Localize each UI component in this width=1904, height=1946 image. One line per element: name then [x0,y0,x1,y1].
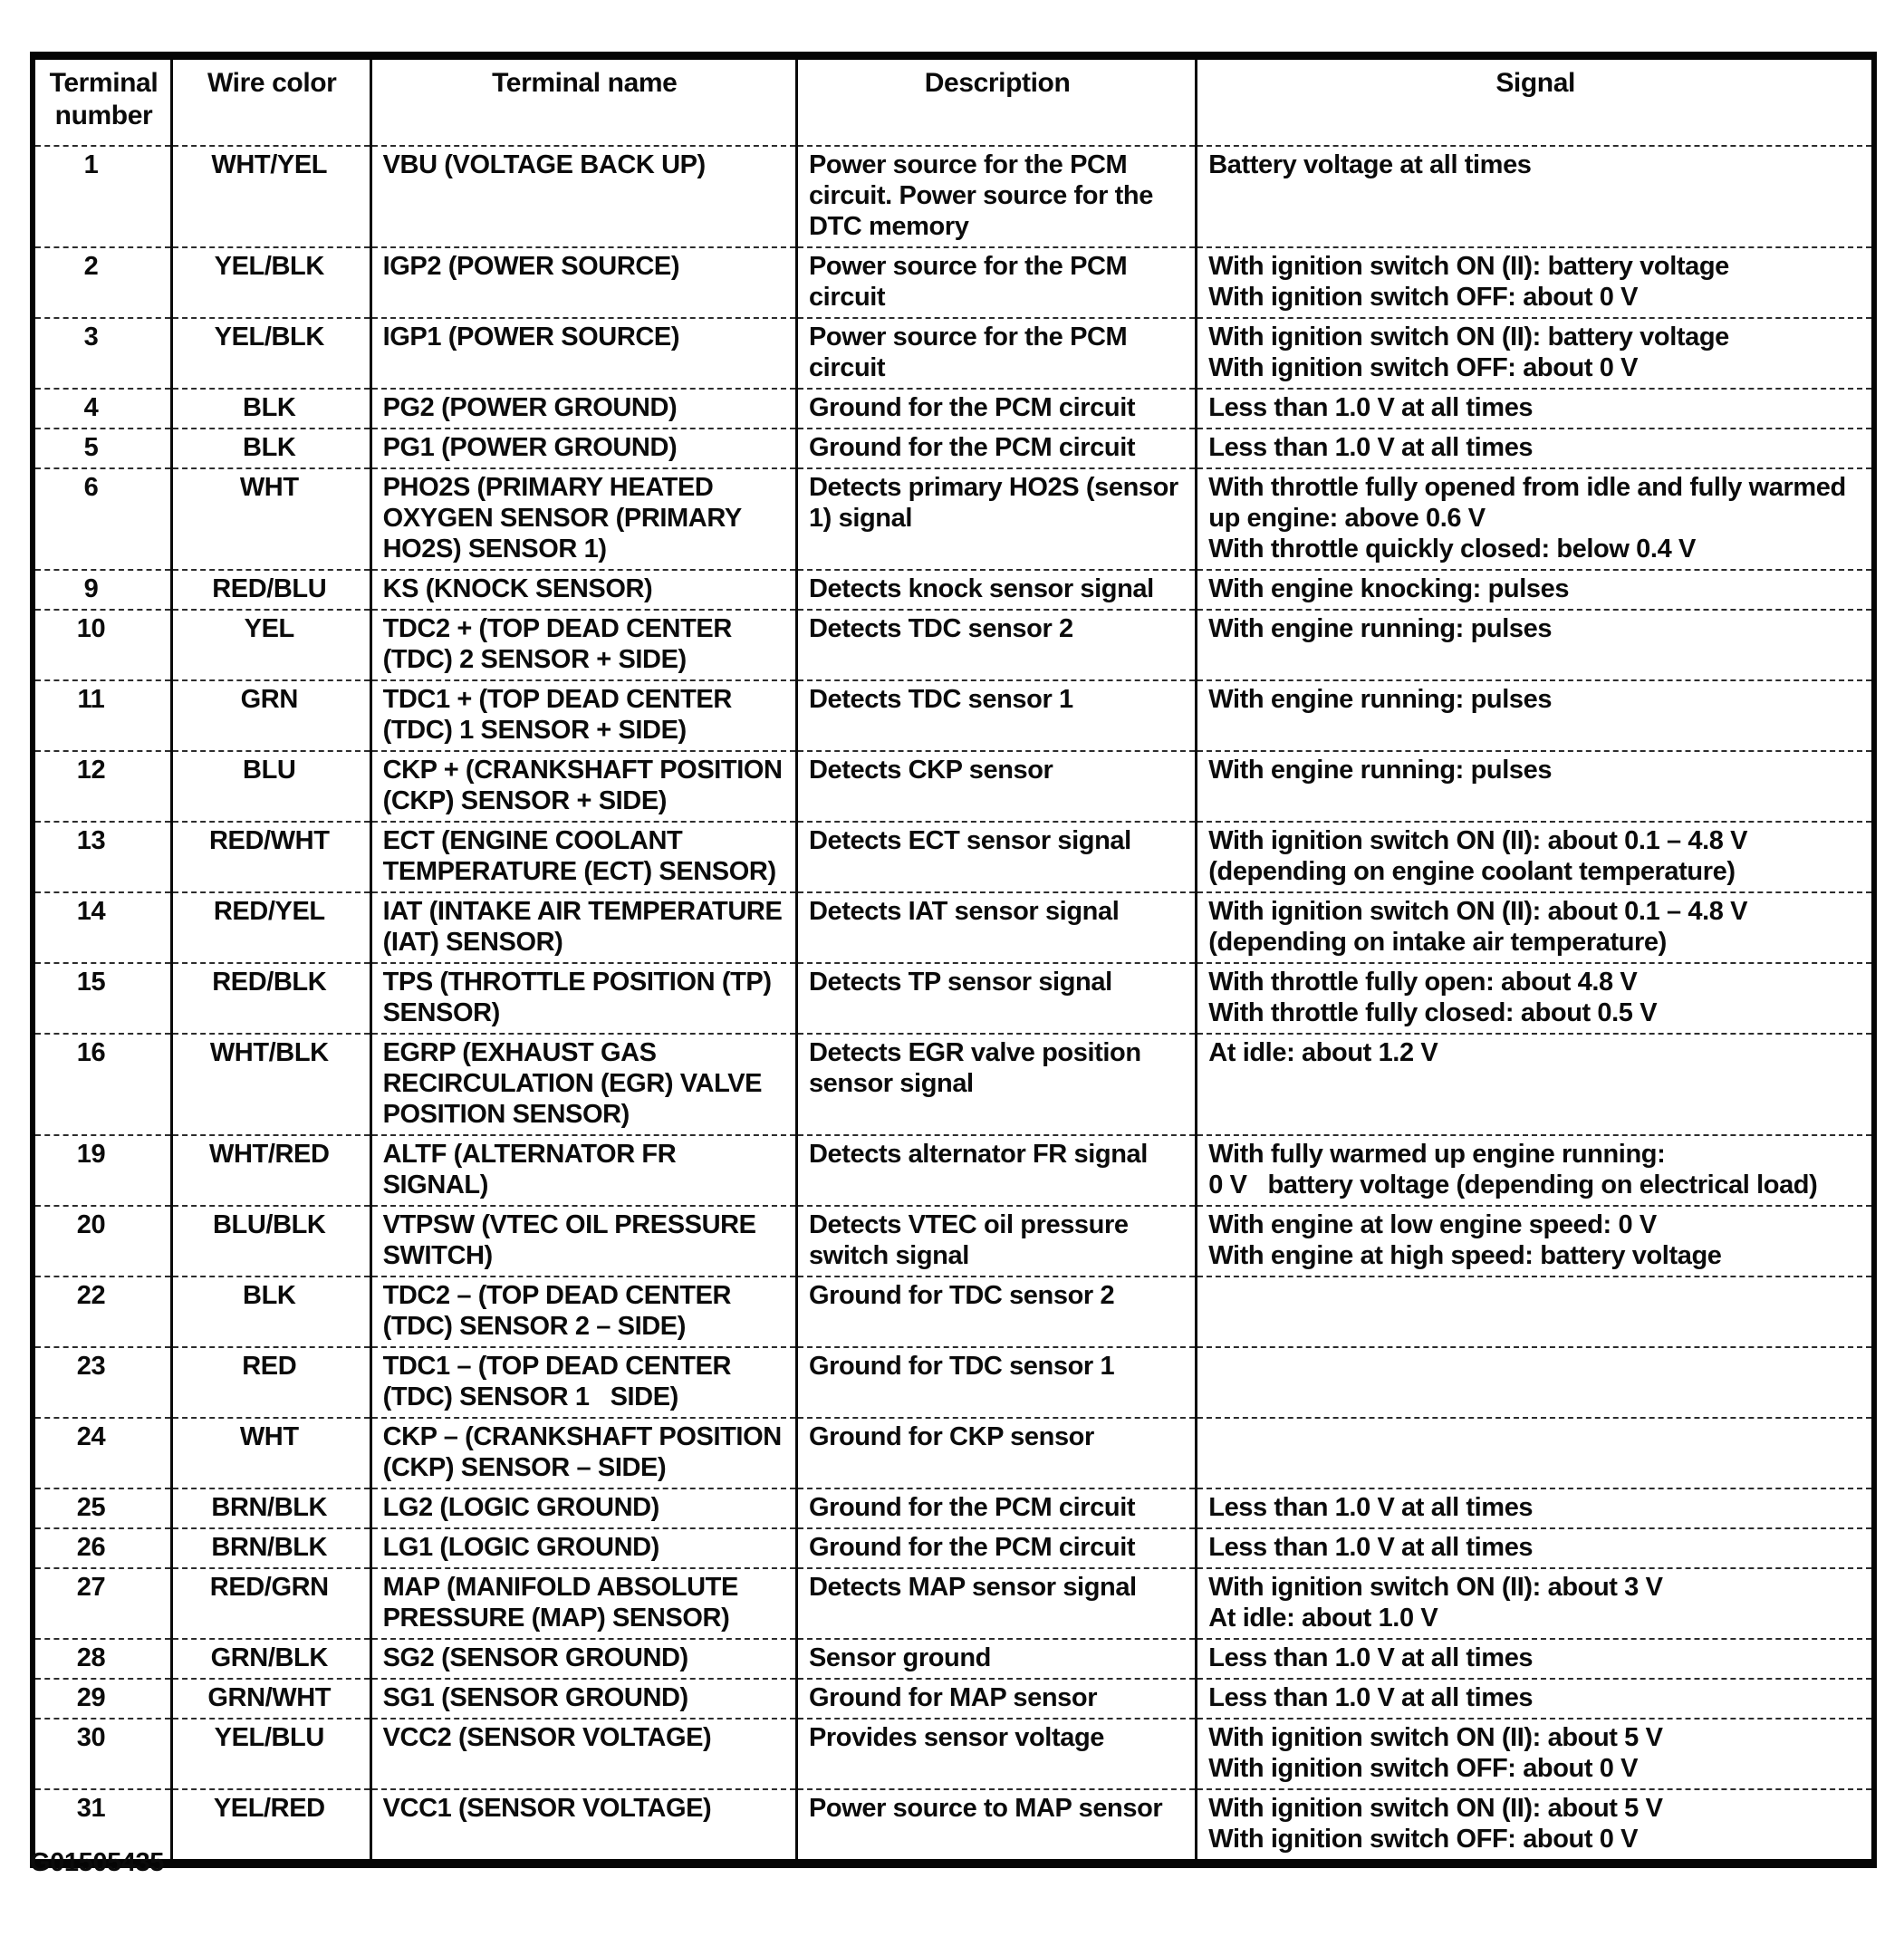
description-cell: Ground for the PCM circuit [796,1528,1196,1568]
signal-cell [1197,1034,1874,1135]
wire-color-cell: RED/BLK [171,963,370,1034]
column-header-terminal-name: Terminal name [370,56,796,147]
signal-cell [1197,1488,1874,1528]
description-cell: Detects TDC sensor 1 [796,680,1196,751]
description-cell: Detects IAT sensor signal [796,892,1196,963]
terminal-name-cell: TDC1 + (TOP DEAD CENTER (TDC) 1 SENSOR + SIDE) [370,680,796,751]
terminal-number-cell: 29 [33,1679,171,1719]
signal-line: With engine running: pulses [1208,756,1553,785]
terminal-number-cell: 16 [33,1034,171,1135]
description-cell: Detects alternator FR signal [796,1135,1196,1206]
signal-cell [1197,751,1874,822]
table-row [33,1276,1874,1347]
terminal-name-cell: MAP (MANIFOLD ABSOLUTE PRESSURE (MAP) SENSOR) [370,1568,796,1639]
signal-cell [1197,247,1874,318]
signal-line: With throttle fully closed: about 0.5 V [1208,998,1658,1027]
wire-color-cell: RED/BLU [171,570,370,610]
description-cell: Ground for the PCM circuit [796,1488,1196,1528]
signal-line: With engine at low engine speed: 0 V [1208,1210,1657,1239]
terminal-number-cell: 3 [33,318,171,389]
table-row [33,1789,1874,1864]
signal-cell [1197,1528,1874,1568]
description-cell: Ground for TDC sensor 2 [796,1276,1196,1347]
terminal-number-cell: 26 [33,1528,171,1568]
description-cell: Detects CKP sensor [796,751,1196,822]
table-row [33,389,1874,429]
description-cell: Detects TDC sensor 2 [796,610,1196,680]
terminal-name-cell: ALTF (ALTERNATOR FR SIGNAL) [370,1135,796,1206]
table-header [33,56,1874,147]
signal-cell [1197,892,1874,963]
table-row [33,1639,1874,1679]
terminal-number-cell: 13 [33,822,171,892]
signal-line: With ignition switch ON (II): about 5 V [1208,1723,1663,1752]
terminal-name-cell: EGRP (EXHAUST GAS RECIRCULATION (EGR) VALVE POSITION SENSOR) [370,1034,796,1135]
wire-color-cell: RED/WHT [171,822,370,892]
wire-color-cell: BLU [171,751,370,822]
signal-line: With fully warmed up engine running: [1208,1140,1666,1169]
terminal-name-cell: PG1 (POWER GROUND) [370,429,796,468]
terminal-number-cell: 12 [33,751,171,822]
signal-cell [1197,1789,1874,1864]
description-cell: Ground for TDC sensor 1 [796,1347,1196,1418]
table-row [33,1568,1874,1639]
terminal-name-cell: SG2 (SENSOR GROUND) [370,1639,796,1679]
terminal-number-cell: 19 [33,1135,171,1206]
terminal-number-cell: 6 [33,468,171,570]
terminal-number-cell: 2 [33,247,171,318]
description-cell: Provides sensor voltage [796,1719,1196,1789]
terminal-number-cell: 27 [33,1568,171,1639]
wire-color-cell: BLK [171,429,370,468]
wire-color-cell: YEL/BLK [171,318,370,389]
terminal-name-cell: TPS (THROTTLE POSITION (TP) SENSOR) [370,963,796,1034]
wire-color-cell: GRN/BLK [171,1639,370,1679]
wire-color-cell: BLK [171,1276,370,1347]
signal-line: At idle: about 1.2 V [1208,1038,1438,1067]
description-cell: Detects knock sensor signal [796,570,1196,610]
signal-line: With ignition switch ON (II): about 3 V [1208,1573,1663,1602]
wire-color-cell: RED/GRN [171,1568,370,1639]
signal-cell [1197,1639,1874,1679]
wire-color-cell: BRN/BLK [171,1528,370,1568]
signal-line: Battery voltage at all times [1208,150,1532,179]
description-cell: Detects VTEC oil pressure switch signal [796,1206,1196,1276]
signal-cell [1197,1206,1874,1276]
wire-color-cell: YEL/BLK [171,247,370,318]
signal-cell [1197,1719,1874,1789]
signal-line: With throttle fully opened from idle and fully warmed up engine: above 0.6 V [1208,473,1853,533]
table-row [33,1488,1874,1528]
signal-cell [1197,1347,1874,1418]
terminal-name-cell: CKP – (CRANKSHAFT POSITION (CKP) SENSOR – SIDE) [370,1418,796,1488]
terminal-number-cell: 20 [33,1206,171,1276]
wire-color-cell: YEL/BLU [171,1719,370,1789]
signal-line: With ignition switch ON (II): about 5 V [1208,1794,1663,1823]
signal-line: With throttle quickly closed: below 0.4 V [1208,535,1696,564]
signal-line: With throttle fully open: about 4.8 V [1208,968,1638,997]
wire-color-cell: WHT/RED [171,1135,370,1206]
signal-line: With ignition switch ON (II): about 0.1 – 4.8 V (depending on engine coolant temperature) [1208,826,1755,886]
terminal-name-cell: VTPSW (VTEC OIL PRESSURE SWITCH) [370,1206,796,1276]
column-header-terminal-number: Terminal number [49,68,159,130]
signal-line: Less than 1.0 V at all times [1208,393,1534,422]
signal-line: At idle: about 1.0 V [1208,1604,1438,1633]
wire-color-cell: GRN/WHT [171,1679,370,1719]
table-row [33,1135,1874,1206]
terminal-number-cell: 28 [33,1639,171,1679]
description-cell: Detects EGR valve position sensor signal [796,1034,1196,1135]
description-cell: Sensor ground [796,1639,1196,1679]
table-row [33,570,1874,610]
signal-cell [1197,963,1874,1034]
signal-line: Less than 1.0 V at all times [1208,1683,1534,1712]
signal-line: With ignition switch OFF: about 0 V [1208,353,1639,382]
table-row [33,1679,1874,1719]
signal-cell [1197,610,1874,680]
wire-color-cell: WHT/YEL [171,146,370,247]
table-row [33,429,1874,468]
terminal-name-cell: SG1 (SENSOR GROUND) [370,1679,796,1719]
table-row [33,1528,1874,1568]
column-header-wire-color: Wire color [171,56,370,147]
terminal-name-cell: LG1 (LOGIC GROUND) [370,1528,796,1568]
terminal-number-cell: 5 [33,429,171,468]
table-row [33,610,1874,680]
terminal-number-cell: 4 [33,389,171,429]
signal-line: With ignition switch ON (II): battery voltage [1208,252,1729,281]
signal-line: With engine at high speed: battery voltage [1208,1241,1722,1270]
terminal-name-cell: LG2 (LOGIC GROUND) [370,1488,796,1528]
signal-line: With engine running: pulses [1208,685,1553,714]
table-row [33,146,1874,247]
signal-line: With ignition switch ON (II): battery voltage [1208,323,1729,352]
terminal-number-cell: 14 [33,892,171,963]
signal-cell [1197,146,1874,247]
signal-cell [1197,1568,1874,1639]
description-cell: Ground for CKP sensor [796,1418,1196,1488]
signal-line: Less than 1.0 V at all times [1208,433,1534,462]
wire-color-cell: YEL [171,610,370,680]
table-row [33,1418,1874,1488]
table-row [33,318,1874,389]
table-row [33,1206,1874,1276]
signal-line: With ignition switch OFF: about 0 V [1208,1754,1639,1783]
terminal-number-cell: 10 [33,610,171,680]
signal-line: With ignition switch OFF: about 0 V [1208,283,1639,312]
description-cell: Power source for the PCM circuit [796,247,1196,318]
pcm-terminal-table [30,52,1877,1868]
column-header-signal: Signal [1197,56,1874,147]
terminal-name-cell: TDC1 – (TOP DEAD CENTER (TDC) SENSOR 1 SIDE) [370,1347,796,1418]
description-cell: Detects TP sensor signal [796,963,1196,1034]
description-cell: Power source for the PCM circuit [796,318,1196,389]
description-cell: Power source to MAP sensor [796,1789,1196,1864]
description-cell: Ground for the PCM circuit [796,429,1196,468]
signal-cell [1197,1276,1874,1347]
terminal-name-cell: ECT (ENGINE COOLANT TEMPERATURE (ECT) SENSOR) [370,822,796,892]
table-row [33,247,1874,318]
signal-cell [1197,570,1874,610]
description-cell: Detects ECT sensor signal [796,822,1196,892]
table-row [33,751,1874,822]
signal-cell [1197,468,1874,570]
table-row [33,1034,1874,1135]
signal-cell [1197,1135,1874,1206]
signal-line: Less than 1.0 V at all times [1208,1643,1534,1672]
terminal-number-cell: 30 [33,1719,171,1789]
description-cell: Detects primary HO2S (sensor 1) signal [796,468,1196,570]
signal-cell [1197,318,1874,389]
description-cell: Detects MAP sensor signal [796,1568,1196,1639]
terminal-name-cell: KS (KNOCK SENSOR) [370,570,796,610]
signal-line: Less than 1.0 V at all times [1208,1493,1534,1522]
wire-color-cell: YEL/RED [171,1789,370,1864]
wire-color-cell: RED [171,1347,370,1418]
description-cell: Ground for MAP sensor [796,1679,1196,1719]
terminal-number-cell: 9 [33,570,171,610]
terminal-name-cell: IAT (INTAKE AIR TEMPERATURE (IAT) SENSOR) [370,892,796,963]
signal-line: With ignition switch OFF: about 0 V [1208,1825,1639,1854]
terminal-name-cell: TDC2 – (TOP DEAD CENTER (TDC) SENSOR 2 – SIDE) [370,1276,796,1347]
signal-cell [1197,822,1874,892]
terminal-name-cell: CKP + (CRANKSHAFT POSITION (CKP) SENSOR + SIDE) [370,751,796,822]
table-row [33,680,1874,751]
column-header-description: Description [796,56,1196,147]
terminal-number-cell: 25 [33,1488,171,1528]
signal-cell [1197,429,1874,468]
terminal-number-cell: 23 [33,1347,171,1418]
table-row [33,1719,1874,1789]
signal-cell [1197,389,1874,429]
signal-line: With ignition switch ON (II): about 0.1 – 4.8 V (depending on intake air temperature) [1208,897,1755,957]
terminal-number-cell: 24 [33,1418,171,1488]
terminal-name-cell: VCC1 (SENSOR VOLTAGE) [370,1789,796,1864]
terminal-number-cell: 22 [33,1276,171,1347]
signal-line: 0 V battery voltage (depending on electrical load) [1208,1170,1818,1199]
signal-line: Less than 1.0 V at all times [1208,1533,1534,1562]
table-row [33,963,1874,1034]
terminal-name-cell: IGP2 (POWER SOURCE) [370,247,796,318]
signal-line: With engine running: pulses [1208,614,1553,643]
table-row [33,822,1874,892]
terminal-number-cell: 1 [33,146,171,247]
signal-cell [1197,1418,1874,1488]
figure-code: G01505435 [30,1848,164,1877]
terminal-number-cell: 15 [33,963,171,1034]
wire-color-cell: WHT [171,468,370,570]
wire-color-cell: BRN/BLK [171,1488,370,1528]
terminal-name-cell: VCC2 (SENSOR VOLTAGE) [370,1719,796,1789]
signal-cell [1197,680,1874,751]
signal-line: With engine knocking: pulses [1208,574,1570,603]
wire-color-cell: WHT/BLK [171,1034,370,1135]
table-row [33,468,1874,570]
description-cell: Ground for the PCM circuit [796,389,1196,429]
wire-color-cell: BLK [171,389,370,429]
terminal-name-cell: TDC2 + (TOP DEAD CENTER (TDC) 2 SENSOR + SIDE) [370,610,796,680]
table-body [33,146,1874,1864]
wire-color-cell: WHT [171,1418,370,1488]
terminal-number-cell: 31 [33,1789,171,1864]
wire-color-cell: GRN [171,680,370,751]
signal-cell [1197,1679,1874,1719]
terminal-name-cell: VBU (VOLTAGE BACK UP) [370,146,796,247]
wire-color-cell: BLU/BLK [171,1206,370,1276]
description-cell: Power source for the PCM circuit. Power source for the DTC memory [796,146,1196,247]
terminal-name-cell: PHO2S (PRIMARY HEATED OXYGEN SENSOR (PRIMARY HO2S) SENSOR 1) [370,468,796,570]
terminal-number-cell: 11 [33,680,171,751]
terminal-name-cell: PG2 (POWER GROUND) [370,389,796,429]
terminal-name-cell: IGP1 (POWER SOURCE) [370,318,796,389]
wire-color-cell: RED/YEL [171,892,370,963]
table-row [33,1347,1874,1418]
table-row [33,892,1874,963]
